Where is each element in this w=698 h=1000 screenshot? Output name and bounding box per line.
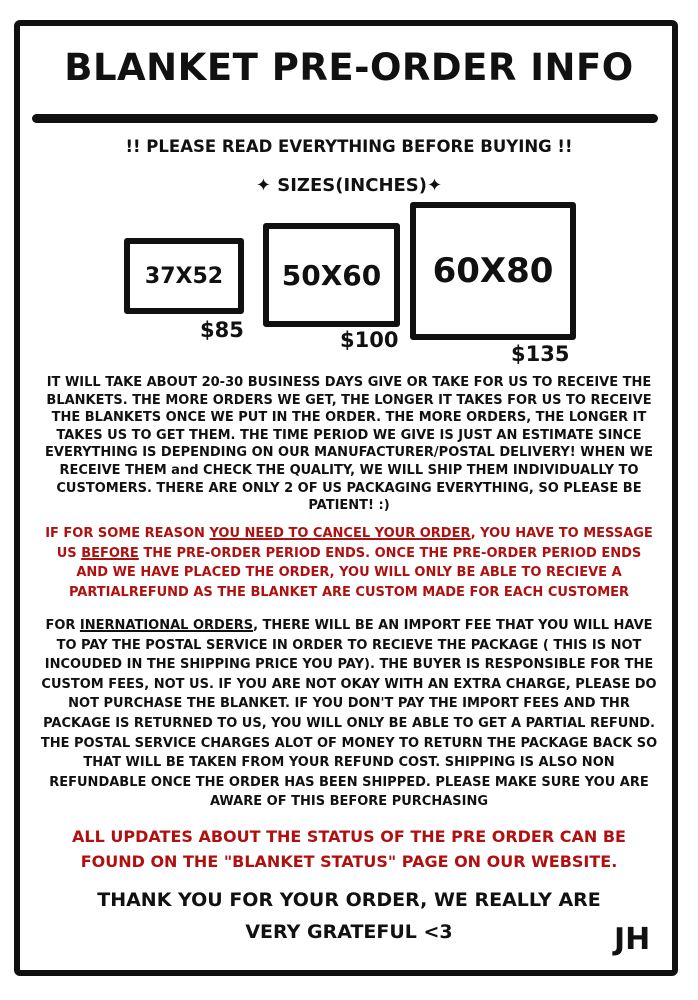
size-box-medium xyxy=(263,223,400,327)
thank-you-message: THANK YOU FOR YOUR ORDER, WE REALLY ARE VERY GRATEFUL <3 xyxy=(97,889,601,943)
size-box-large xyxy=(410,202,576,340)
cancel-text: IF FOR SOME REASON xyxy=(45,526,210,541)
signature-initials: JH xyxy=(614,922,651,957)
price-small: $85 xyxy=(200,318,244,342)
international-orders-paragraph xyxy=(40,616,658,812)
page-title: BLANKET PRE-ORDER INFO xyxy=(64,46,634,89)
before-underlined-text: BEFORE xyxy=(81,545,139,561)
cancel-text: , YOU HAVE TO MESSAGE US xyxy=(56,526,653,561)
size-label: 60X80 xyxy=(432,251,554,291)
intl-underlined-text: INERNATIONAL ORDERS xyxy=(79,618,254,633)
intl-text: FOR xyxy=(45,618,80,633)
shipping-info-paragraph: IT WILL TAKE ABOUT 20-30 BUSINESS DAYS GIVE OR TAKE FOR US TO RECEIVE THE BLANKETS. THE MORE ORDERS WE GET, THE LONGER IT TAKES FOR US TO RECEIVE THE BLANKETS ONCE WE PUT IN THE ORDER. THE MORE ORDERS, THE LONGER IT TAKES US TO GET THEM. THE TIME PERIOD WE GIVE IS JUST AN ESTIMATE SINCE EVERYTHING IS DEPENDING ON OUR MANUFACTURER/POSTAL DELIVERY! WHEN WE RECEIVE THEM and CHECK THE QUALITY, WE WILL SHIP THEM INDIVIDUALLY TO CUSTOMERS. THERE ARE ONLY 2 OF US PACKAGING EVERYTHING, SO PLEASE BE PATIENT! :) xyxy=(45,375,653,514)
price-large: $135 xyxy=(511,342,570,366)
status-updates-note: ALL UPDATES ABOUT THE STATUS OF THE PRE ORDER CAN BE FOUND ON THE "BLANKET STATUS" PAGE ON OUR WEBSITE. xyxy=(72,827,626,871)
size-box-small xyxy=(124,238,244,314)
title-divider xyxy=(32,114,658,123)
size-label: 37X52 xyxy=(144,263,224,289)
size-label: 50X60 xyxy=(281,258,382,292)
price-medium: $100 xyxy=(340,328,399,352)
cancel-underlined-text: YOU NEED TO CANCEL YOUR ORDER xyxy=(209,526,471,541)
read-notice: !! PLEASE READ EVERYTHING BEFORE BUYING !! xyxy=(125,137,573,156)
intl-text: , THERE WILL BE AN IMPORT FEE THAT YOU WILL HAVE TO PAY THE POSTAL SERVICE IN ORDER TO RECIEVE THE PACKAGE ( THIS IS NOT INCOUDED IN THE SHIPPING PRICE YOU PAY). THE BUYER IS RESPONSIBLE FOR THE CUSTOM FEES, NOT US. IF YOU ARE NOT OKAY WITH AN EXTRA CHARGE, PLEASE DO NOT PURCHASE THE BLANKET. IF YOU DON'T PAY THE IMPORT FEES AND THR PACKAGE IS RETURNED TO US, YOU WILL ONLY BE ABLE TO GET A PARTIAL REFUND. THE POSTAL SERVICE CHARGES ALOT OF MONEY TO RETURN THE PACKAGE BACK SO THAT WILL BE TAKEN FROM YOUR REFUND COST. SHIPPING IS ALSO NON REFUNDABLE ONCE THE ORDER HAS BEEN SHIPPED. PLEASE MAKE SURE YOU ARE AWARE OF THIS BEFORE PURCHASING xyxy=(40,618,658,810)
sizes-heading: ✦ SIZES(INCHES)✦ xyxy=(255,175,443,196)
cancel-text: THE PRE-ORDER PERIOD ENDS. ONCE THE PRE-ORDER PERIOD ENDS AND WE HAVE PLACED THE ORDER, YOU WILL ONLY BE ABLE TO RECIEVE A PARTIALREFUND AS THE BLANKET ARE CUSTOM MADE FOR EACH CUSTOMER xyxy=(68,545,642,600)
cancellation-paragraph xyxy=(40,524,658,602)
